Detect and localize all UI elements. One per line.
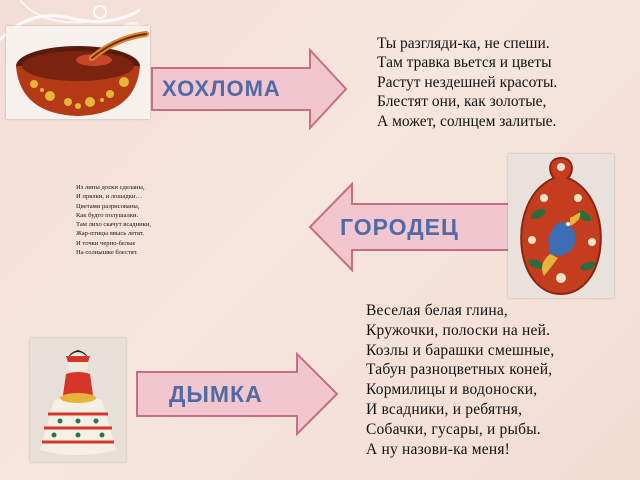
poem-line: Веселая белая глина, [366,302,509,319]
poem-line: Козлы и барашки смешные, [366,341,555,359]
dymka-toy-image [30,338,126,462]
poem-line: Как будто полушалки. [76,211,139,219]
khokhloma-arrow[interactable] [150,46,350,132]
poem-line: Растут нездешней красоты. [377,73,558,91]
poem-line: А может, солнцем залитые. [377,112,557,130]
khokhloma-bowl-image [6,26,150,119]
poem-line: Жар-птицы ввысь летят. [76,230,145,238]
poem-line: Блестят они, как золотые, [377,93,547,111]
gorodets-board-image [508,154,614,298]
dymka-arrow[interactable] [135,350,341,438]
poem-line: Ты разгляди-ка, не спеши. [377,35,550,52]
gorodets-arrow[interactable] [306,180,512,274]
poem-line: Там травка вьется и цветы [377,54,552,72]
gorodets-poem [76,183,151,257]
poem-line: Из липы доски сделаны, [76,184,145,191]
poem-line: Цветами разрисованы, [76,202,140,210]
poem-line: А ну назови-ка меня! [366,440,511,458]
poem-line: Табун разноцветных коней, [366,361,553,379]
khokhloma-label: ХОХЛОМА [162,76,281,101]
khokhloma-poem [377,34,557,131]
poem-line: Там лихо скачут всадники, [76,221,152,229]
poem-line: Кормилицы и водоноски, [366,381,538,399]
poem-line: На солнышке блестят. [76,249,138,257]
dymka-label: ДЫМКА [169,381,263,407]
dymka-poem [366,301,554,459]
poem-line: И точки черно-белые [76,239,136,247]
poem-line: И прялки, и лошадки… [76,193,143,201]
poem-line: И всадники, и ребятня, [366,400,523,418]
gorodets-label: ГОРОДЕЦ [340,214,459,240]
poem-line: Собачки, гусары, и рыбы. [366,420,541,438]
poem-line: Кружочки, полоски на ней. [366,321,551,339]
